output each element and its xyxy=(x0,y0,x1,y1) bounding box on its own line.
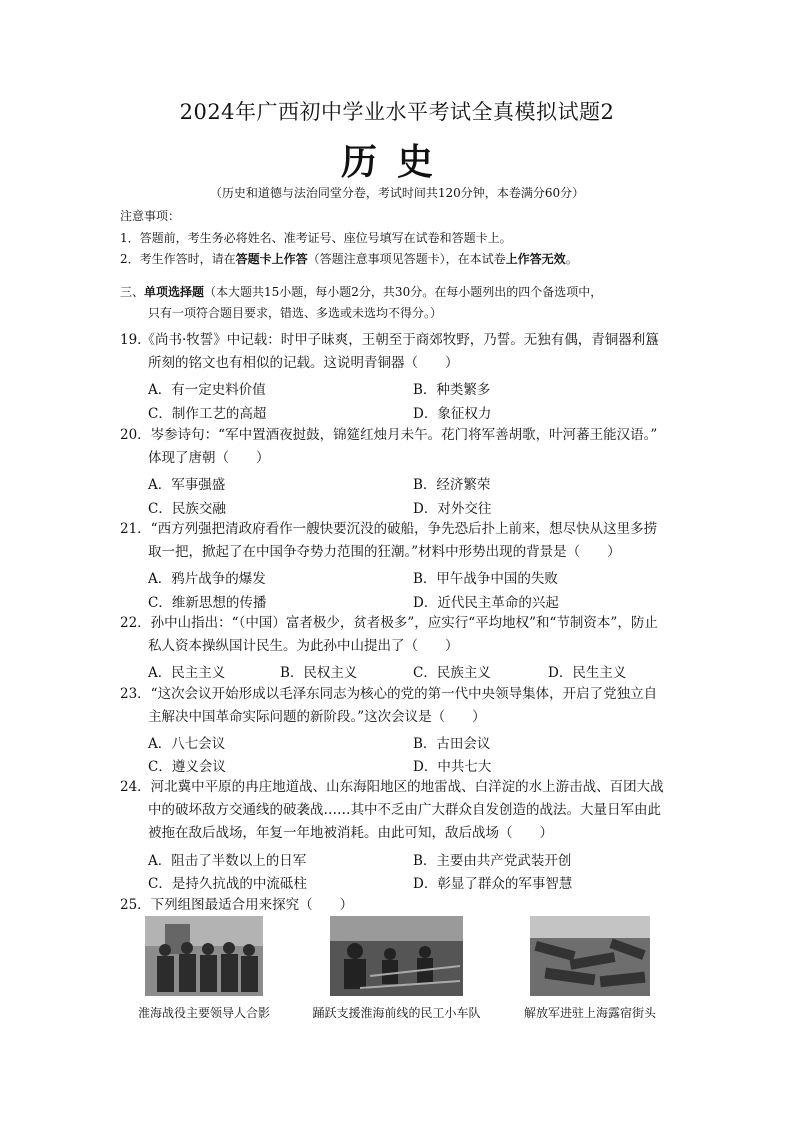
q24-option-c: C．是持久抗战的中流砥柱 xyxy=(148,876,307,892)
q24-option-b: B．主要由共产党武装开创 xyxy=(413,853,572,869)
q19-option-d: D．象征权力 xyxy=(413,406,492,422)
exam-title: 2024年广西初中学业水平考试全真模拟试题2 xyxy=(179,100,615,124)
q20-option-d: D．对外交往 xyxy=(413,501,492,517)
subject-title: 历史 xyxy=(340,141,453,183)
q20-option-a: A．军事强盛 xyxy=(148,477,226,493)
notes-item-2-d: 上作答无效 xyxy=(505,252,566,266)
q22-option-c: C．民族主义 xyxy=(413,665,491,681)
photo-huaihai-leaders-image xyxy=(145,916,263,996)
q25-stem: 25．下列组图最适合用来探究（ ） xyxy=(120,897,354,913)
q24-option-d: D．彰显了群众的军事智慧 xyxy=(413,876,573,892)
section-desc: （本大题共15小题，每小题2分，共30分。在每小题列出的四个备选项中， xyxy=(204,285,603,299)
q24-option-a: A．阻击了半数以上的日军 xyxy=(148,853,307,869)
notes-item-2 xyxy=(120,250,578,267)
q23-stem-2: 主解决中国革命实际问题的新阶段。”这次会议是（ ） xyxy=(148,709,486,725)
section-desc-2: 只有一项符合题目要求，错选、多选或未选均不得分。） xyxy=(148,306,443,320)
q21-option-b: B．甲午战争中国的失败 xyxy=(413,571,558,587)
q21-option-c: C．维新思想的传播 xyxy=(148,595,267,611)
q22-stem-1: 22．孙中山指出：“（中国）富者极少，贫者极多”，应实行“平均地权”和“节制资本”，防止 xyxy=(120,615,658,631)
q24-stem-2: 中的破坏敌方交通线的破袭战……其中不乏由广大群众自发创造的战法。大量日军由此 xyxy=(148,802,661,818)
q20-option-c: C．民族交融 xyxy=(148,501,226,517)
section-heading xyxy=(120,283,602,300)
q22-option-a: A．民主主义 xyxy=(148,665,226,681)
q19-option-a: A．有一定史料价值 xyxy=(148,382,266,398)
q19-stem-2: 所刻的铭文也有相似的记载。这说明青铜器（ ） xyxy=(148,355,459,371)
q24-stem-3: 被拖在敌后战场，年复一年地被消耗。由此可知，敌后战场（ ） xyxy=(148,825,553,841)
q23-stem-1: 23．“这次会议开始形成以毛泽东同志为核心的党的第一代中央领导集体，开启了党独立自 xyxy=(120,686,658,702)
q21-stem-1: 21．“西方列强把清政府看作一艘快要沉没的破船，争先恐后扑上前来，想尽快从这里多捞 xyxy=(120,521,658,537)
notes-heading: 注意事项： xyxy=(120,209,181,223)
q20-stem-2: 体现了唐朝（ ） xyxy=(148,450,270,466)
photo-caption-3: 解放军进驻上海露宿街头 xyxy=(523,1006,656,1020)
q19-option-c: C．制作工艺的高超 xyxy=(148,406,267,422)
notes-item-2-a: 2．考生作答时，请在 xyxy=(120,252,236,266)
q21-option-d: D．近代民主革命的兴起 xyxy=(413,595,559,611)
q23-option-c: C．遵义会议 xyxy=(148,759,226,775)
photo-huaihai-leaders xyxy=(145,916,263,996)
exam-note: （历史和道德与法治同堂分卷，考试时间共120分钟，本卷满分60分） xyxy=(209,186,585,200)
q19-stem-1: 19.《尚书·牧誓》中记载：时甲子昧爽，王朝至于商郊牧野，乃誓。无独有偶，青铜器利簋 xyxy=(120,332,659,348)
q23-option-a: A．八七会议 xyxy=(148,736,226,752)
q20-stem-1: 20．岑参诗句：“军中置酒夜挝鼓，锦筵红烛月未午。花门将军善胡歌，叶河蕃王能汉语。” xyxy=(120,427,658,443)
photo-pla-shanghai xyxy=(530,916,650,996)
q23-option-d: D．中共七大 xyxy=(413,759,492,775)
q21-stem-2: 取一把，掀起了在中国争夺势力范围的狂潮。”材料中形势出现的背景是（ ） xyxy=(148,544,621,560)
section-type: 单项选择题 xyxy=(144,285,205,299)
q20-option-b: B．经济繁荣 xyxy=(413,477,491,493)
notes-item-2-e: 。 xyxy=(565,252,578,266)
photo-pla-shanghai-image xyxy=(530,916,650,996)
notes-item-2-b: 答题卡上作答 xyxy=(235,252,308,266)
q19-option-b: B．种类繁多 xyxy=(413,382,491,398)
section-number: 三、 xyxy=(120,285,145,299)
photo-caption-2: 踊跃支援淮海前线的民工小车队 xyxy=(312,1006,481,1020)
q24-stem-1: 24．河北冀中平原的冉庄地道战、山东海阳地区的地雷战、白洋淀的水上游击战、百团大战 xyxy=(120,779,664,795)
notes-item-1: 1．答题前，考生务必将姓名、准考证号、座位号填写在试卷和答题卡上。 xyxy=(120,231,512,245)
q22-option-b: B．民权主义 xyxy=(280,665,358,681)
q23-option-b: B．古田会议 xyxy=(413,736,491,752)
q21-option-a: A．鸦片战争的爆发 xyxy=(148,571,266,587)
photo-civilian-carts-image xyxy=(330,916,463,996)
photo-caption-1: 淮海战役主要领导人合影 xyxy=(137,1006,270,1020)
q22-stem-2: 私人资本操纵国计民生。为此孙中山提出了（ ） xyxy=(148,638,459,654)
photo-civilian-carts xyxy=(330,916,463,996)
q22-option-d: D．民生主义 xyxy=(548,665,627,681)
notes-item-2-c: （答题注意事项见答题卡），在本试卷 xyxy=(307,252,506,266)
